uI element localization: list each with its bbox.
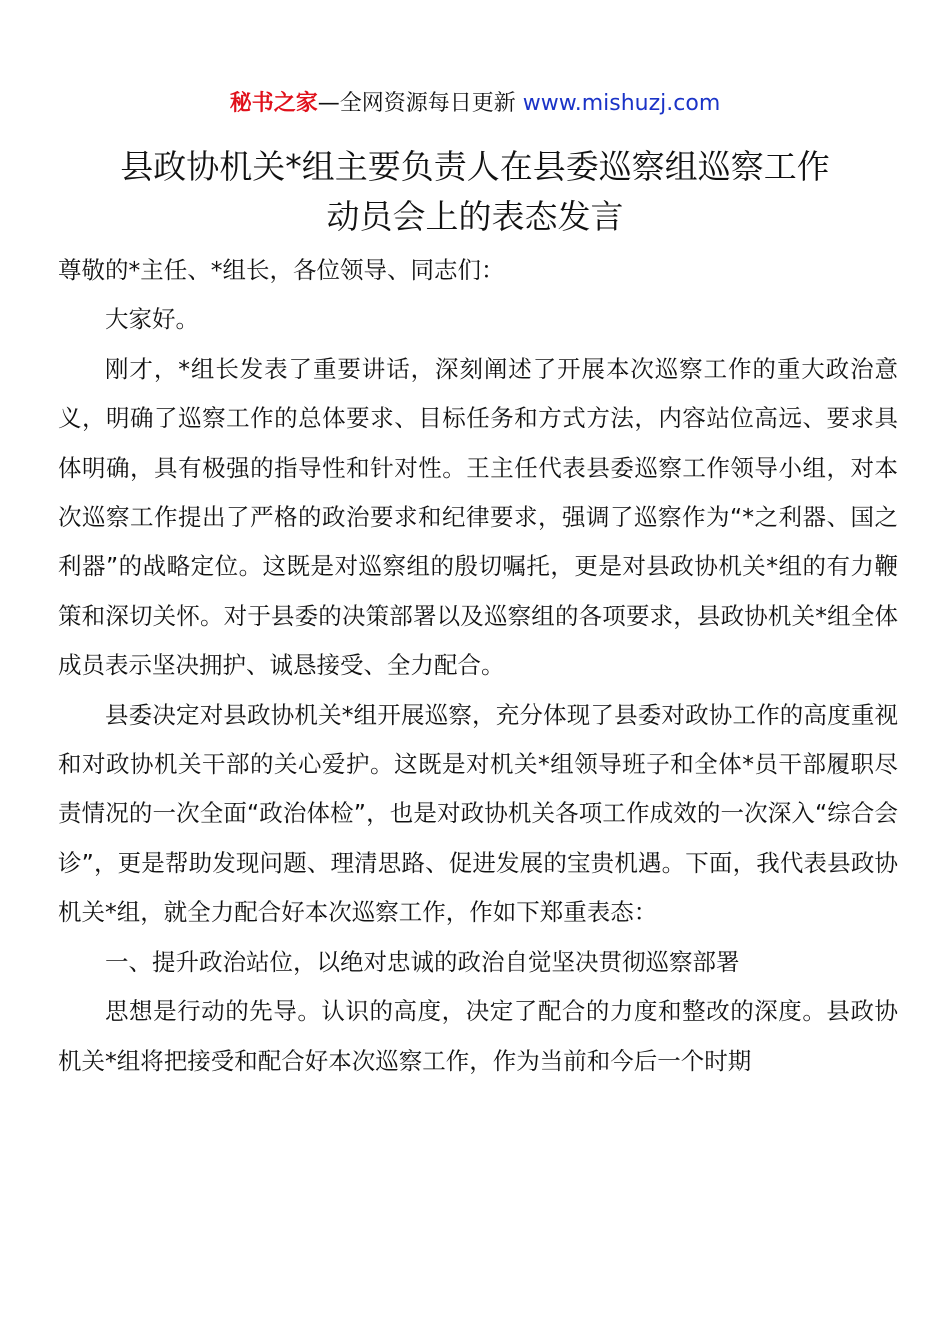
section-heading: 一、提升政治站位，以绝对忠诚的政治自觉坚决贯彻巡察部署 xyxy=(105,947,740,976)
site-slogan: —全网资源每日更新 xyxy=(317,91,523,116)
site-brand: 秘书之家 xyxy=(229,91,318,116)
site-banner xyxy=(0,88,950,120)
body-paragraph-2: 县委决定对县政协机关*组开展巡察，充分体现了县委对政协工作的高度重视和对政协机关干部的关心爱护。这既是对机关*组领导班子和全体*员干部履职尽责情况的一次全面“政治体检”，也是对政协机关各项工作成效的一次深入“综合会诊”，更是帮助发现问题、理清思路、促进发展的宝贵机遇。下面，我代表县政协机关*组，就全力配合好本次巡察工作，作如下郑重表态： xyxy=(58,700,898,927)
document-body xyxy=(58,246,898,1086)
salutation: 尊敬的*主任、*组长，各位领导、同志们： xyxy=(58,256,505,284)
title-line-2: 动员会上的表态发言 xyxy=(326,197,624,236)
body-paragraph-1: 刚才，*组长发表了重要讲话，深刻阐述了开展本次巡察工作的重大政治意义，明确了巡察工作的总体要求、目标任务和方式方法，内容站位高远、要求具体明确，具有极强的指导性和针对性。王主任代表县委巡察工作领导小组，对本次巡察工作提出了严格的政治要求和纪律要求，强调了巡察作为“*之利器、国之利器”的战略定位。这既是对巡察组的殷切嘱托，更是对县政协机关*组的有力鞭策和深切关怀。对于县委的决策部署以及巡察组的各项要求，县政协机关*组全体成员表示坚决拥护、诚恳接受、全力配合。 xyxy=(58,354,898,680)
title-line-1: 县政协机关*组主要负责人在县委巡察组巡察工作 xyxy=(120,147,830,186)
greeting: 大家好。 xyxy=(105,305,199,334)
section-paragraph: 思想是行动的先导。认识的高度，决定了配合的力度和整改的深度。县政协机关*组将把接受和配合好本次巡察工作，作为当前和今后一个时期 xyxy=(58,997,898,1075)
document-title xyxy=(40,142,910,242)
site-url-link[interactable]: www.mishuzj.com xyxy=(522,91,721,116)
